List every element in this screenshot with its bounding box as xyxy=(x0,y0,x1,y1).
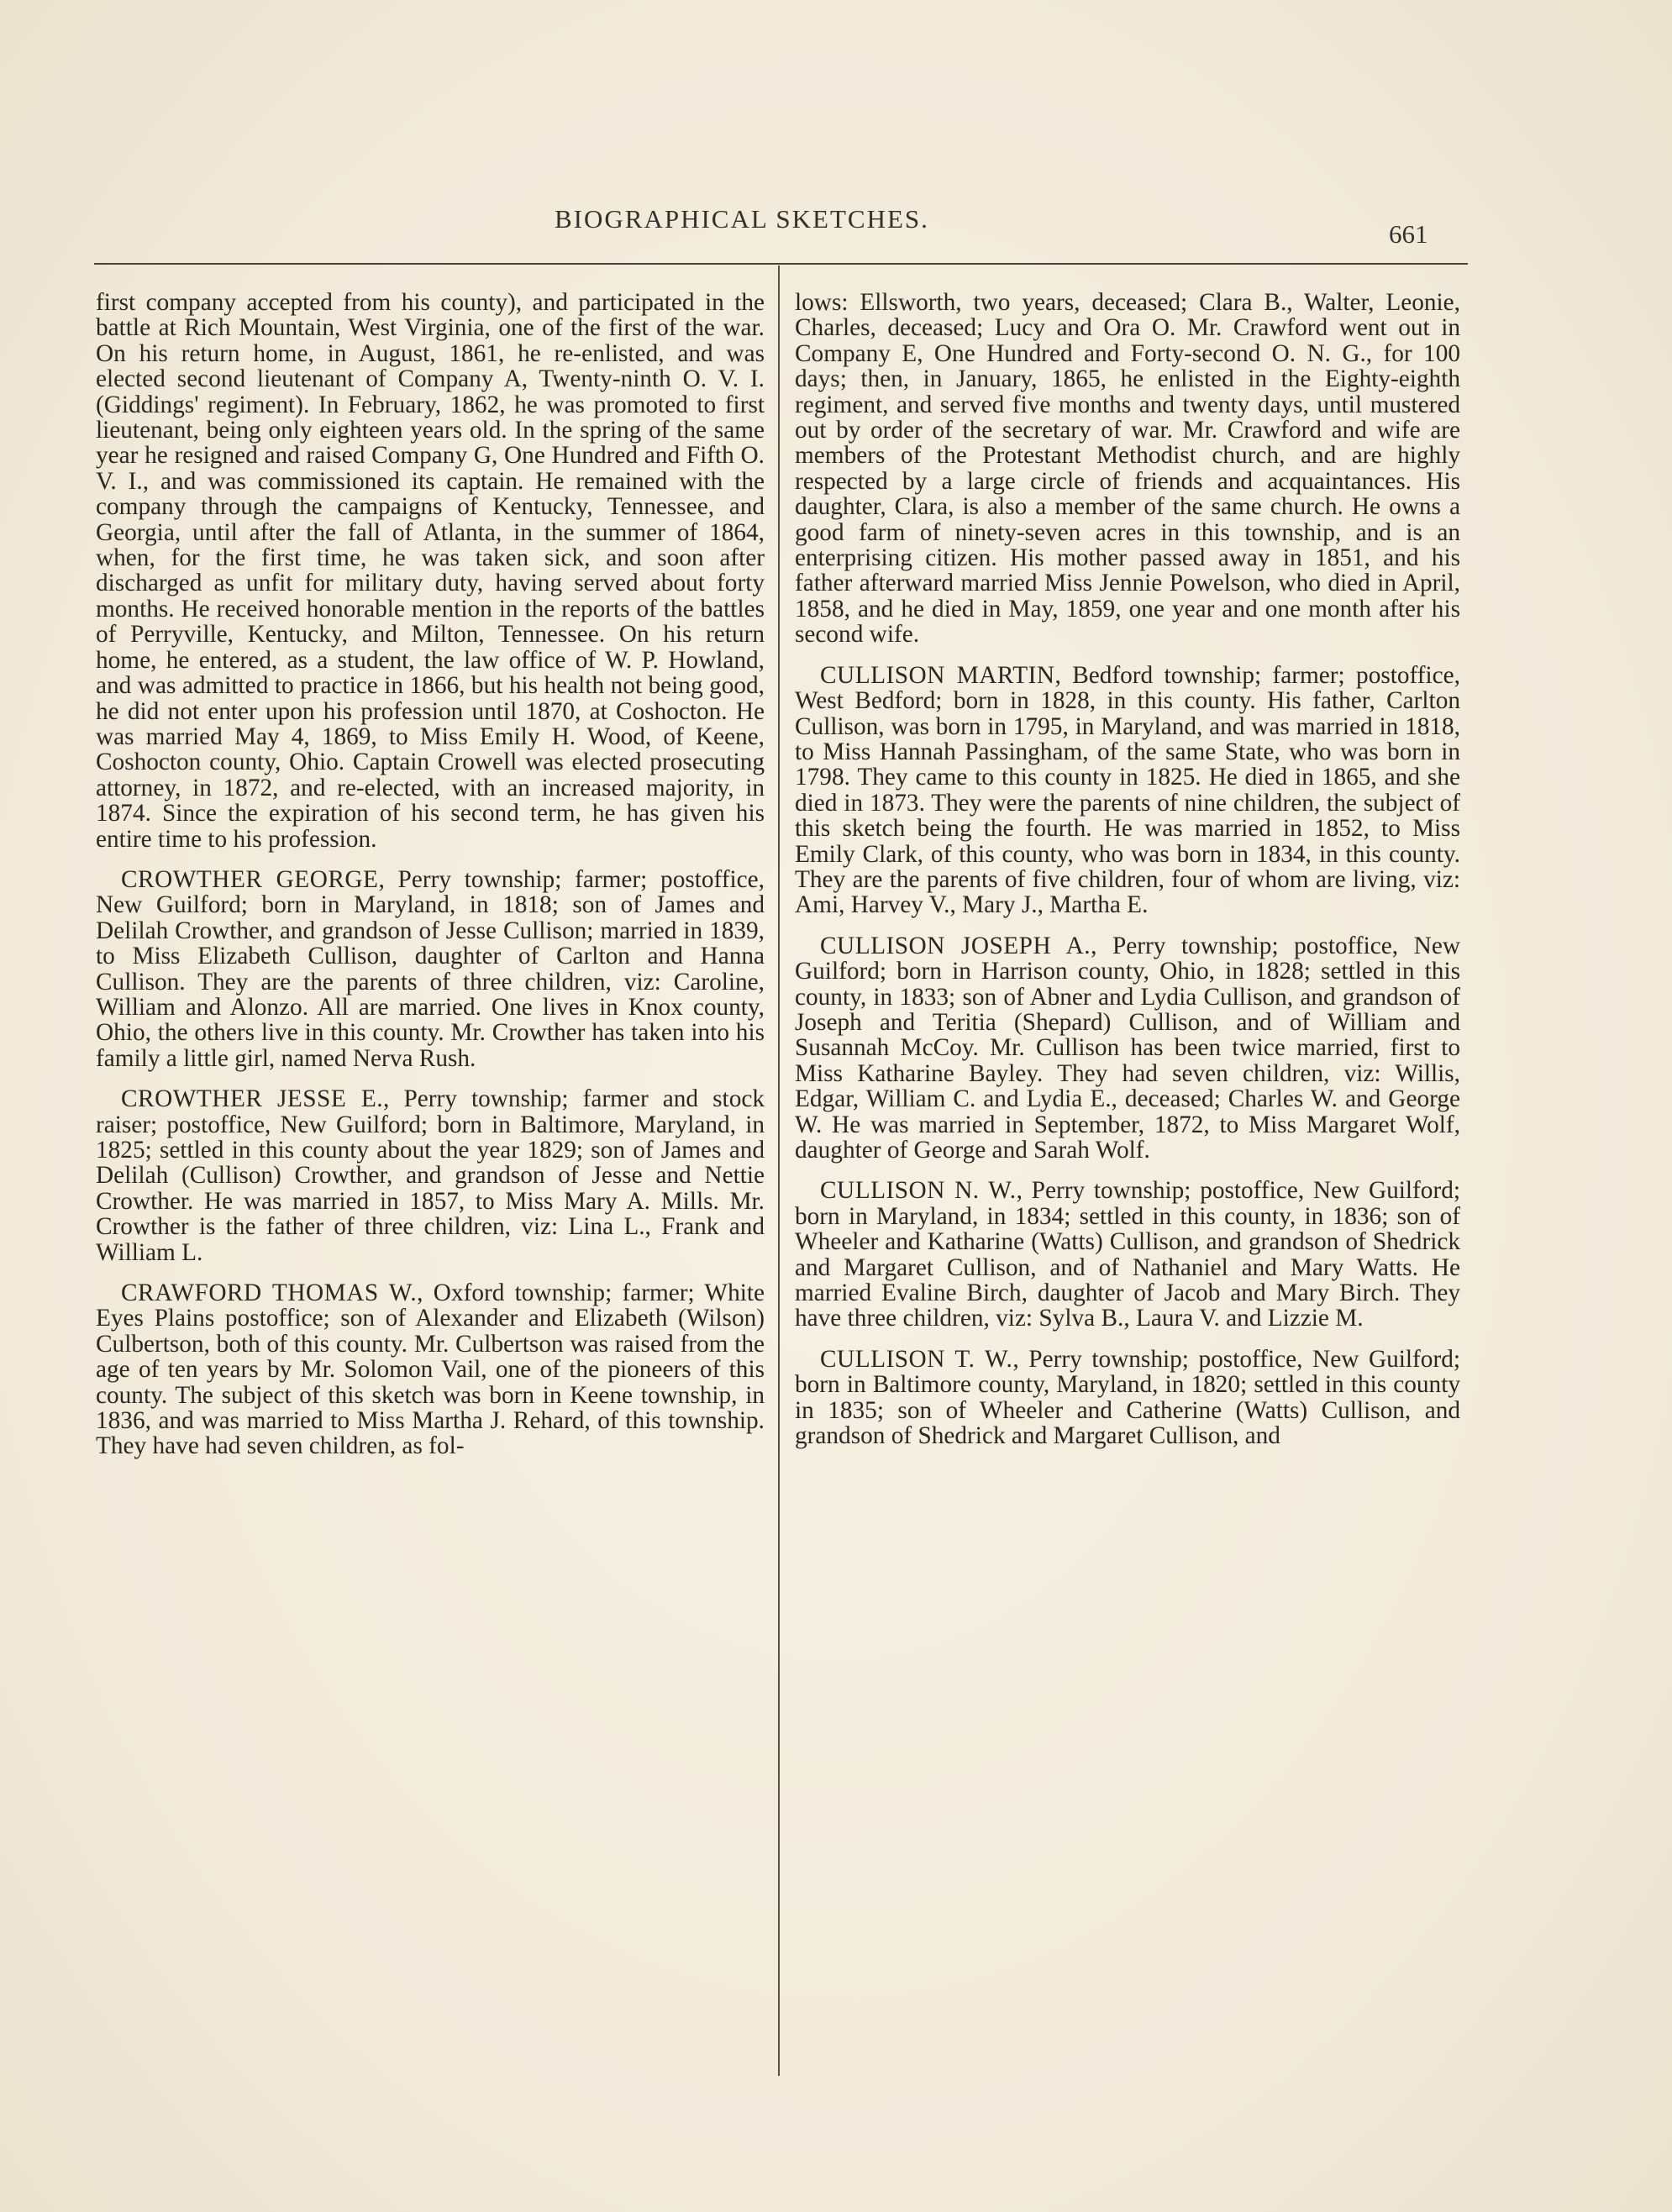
page-number: 661 xyxy=(1389,219,1428,249)
running-head: BIOGRAPHICAL SKETCHES. xyxy=(555,204,929,234)
left-column xyxy=(96,290,765,1459)
entry-text: , Bedford township; farmer; postoffice, West Bedford; born in 1828, in this county. His father, Carlton Cullison, was born in 1795, in Maryland, and was married in 1818, to Miss Hannah Passingham, of the same State, who was born in 1798. They came to this county in 1825. He died in 1865, and she died in 1873. They were the parents of nine children, the subject of this sketch being the fourth. He was married in 1852, to Miss Emily Clark, of this county, who was born in 1834, in this county. They are the parents of five children, four of whom are living, viz: Ami, Harvey V., Mary J., Martha E. xyxy=(795,661,1460,919)
biography-entry xyxy=(795,933,1460,1164)
entry-name: CRAWFORD THOMAS W. xyxy=(121,1279,418,1307)
entry-name: CULLISON T. W. xyxy=(820,1345,1013,1373)
header-rule xyxy=(94,263,1468,265)
entry-text: , Perry township; farmer; postoffice, New Guilford; born in Maryland, in 1818; son of James and Delilah Crowther, and grandson of Jesse Cullison; married in 1839, to Miss Elizabeth Cullison, daughter of Carlton and Hanna Cullison. They are the parents of three children, viz: Caroline, William and Alonzo. All are married. One lives in Knox county, Ohio, the others live in this county. Mr. Crowther has taken into his family a little girl, named Nerva Rush. xyxy=(96,865,765,1072)
entry-name: CULLISON MARTIN xyxy=(820,661,1055,689)
biography-entry xyxy=(96,1280,765,1459)
continued-paragraph: lows: Ellsworth, two years, deceased; Clara B., Walter, Leonie, Charles, deceased; Lucy and Ora O. Mr. Crawford went out in Company E, One Hundred and Forty-second O. N. G., for 100 days; then, in January, 1865, he enlisted in the Eighty-eighth regiment, and served five months and twenty days, until mustered out by order of the secretary of war. Mr. Crawford and wife are members of the Protestant Methodist church, and are highly respected by a large circle of friends and acquaintances. His daughter, Clara, is also a member of the same church. He owns a good farm of ninety-seven acres in this township, and is an enterprising citizen. His mother passed away in 1851, and his father afterward married Miss Jennie Powelson, who died in April, 1858, and he died in May, 1859, one year and one month after his second wife. xyxy=(795,289,1460,649)
right-column xyxy=(795,290,1460,1448)
column-divider xyxy=(778,265,780,2076)
entry-text: , Oxford township; farmer; White Eyes Plains postoffice; son of Alexander and Elizabeth (Wilson) Culbertson, both of this county. Mr. Culbertson was raised from the age of ten years by Mr. Solomon Vail, one of the pioneers of this county. The subject of this sketch was born in Keene township, in 1836, and was married to Miss Martha J. Rehard, of this township. They have had seven children, as fol- xyxy=(96,1279,765,1460)
biography-entry xyxy=(795,663,1460,918)
entry-text: , Perry township; postoffice, New Guilford; born in Baltimore county, Maryland, in 1820; settled in this county in 1835; son of Wheeler and Catherine (Watts) Cullison, and grandson of Shedrick and Margaret Cullison, and xyxy=(795,1345,1461,1450)
entry-name: CROWTHER JESSE E. xyxy=(121,1085,384,1113)
biography-entry xyxy=(795,1178,1460,1331)
continued-paragraph: first company accepted from his county), and participated in the battle at Rich Mountain, West Virginia, one of the first of the war. On his return home, in August, 1861, he re-enlisted, and was elected second lieutenant of Company A, Twenty-ninth O. V. I. (Giddings' regiment). In February, 1862, he was promoted to first lieutenant, being only eighteen years old. In the spring of the same year he resigned and raised Company G, One Hundred and Fifth O. V. I., and was commissioned its captain. He remained with the company through the campaigns of Kentucky, Tennessee, and Georgia, until after the fall of Atlanta, in the summer of 1864, when, for the first time, he was taken sick, and soon after discharged as unfit for military duty, having served about forty months. He received honorable mention in the reports of the battles of Perryville, Kentucky, and Milton, Tennessee. On his return home, he entered, as a student, the law office of W. P. Howland, and was admitted to practice in 1866, but his health not being good, he did not enter upon his profession until 1870, at Coshocton. He was married May 4, 1869, to Miss Emily H. Wood, of Keene, Coshocton county, Ohio. Captain Crowell was elected prosecuting attorney, in 1872, and re-elected, with an increased majority, in 1874. Since the expiration of his second term, he has given his entire time to his profession. xyxy=(96,289,765,853)
entry-text: , Perry township; farmer and stock raiser; postoffice, New Guilford; born in Baltimore, Maryland, in 1825; settled in this county about the year 1829; son of James and Delilah (Cullison) Crowther, and grandson of Jesse and Nettie Crowther. He was married in 1857, to Miss Mary A. Mills. Mr. Crowther is the father of three children, viz: Lina L., Frank and William L. xyxy=(96,1085,765,1266)
entry-name: CROWTHER GEORGE xyxy=(121,865,379,893)
biography-entry xyxy=(96,1086,765,1265)
entry-name: CULLISON N. W. xyxy=(820,1177,1017,1205)
entry-name: CULLISON JOSEPH A. xyxy=(820,932,1091,959)
entry-text: , Perry township; postoffice, New Guilford; born in Harrison county, Ohio, in 1828; settled in this county, in 1833; son of Abner and Lydia Cullison, and grandson of Joseph and Teritia (Shepard) Cullison, and of William and Susannah McCoy. Mr. Cullison has been twice married, first to Miss Katharine Bayley. They had seven children, viz: Willis, Edgar, William C. and Lydia E., deceased; Charles W. and George W. He was married in September, 1872, to Miss Margaret Wolf, daughter of George and Sarah Wolf. xyxy=(795,932,1460,1164)
biography-entry xyxy=(96,867,765,1071)
entry-text: , Perry township; postoffice, New Guilford; born in Maryland, in 1834; settled in this county, in 1836; son of Wheeler and Katharine (Watts) Cullison, and grandson of Shedrick and Margaret Cullison, and of Nathaniel and Mary Watts. He married Evaline Birch, daughter of Jacob and Mary Birch. They have three children, viz: Sylva B., Laura V. and Lizzie M. xyxy=(795,1177,1460,1332)
biography-entry xyxy=(795,1347,1460,1449)
